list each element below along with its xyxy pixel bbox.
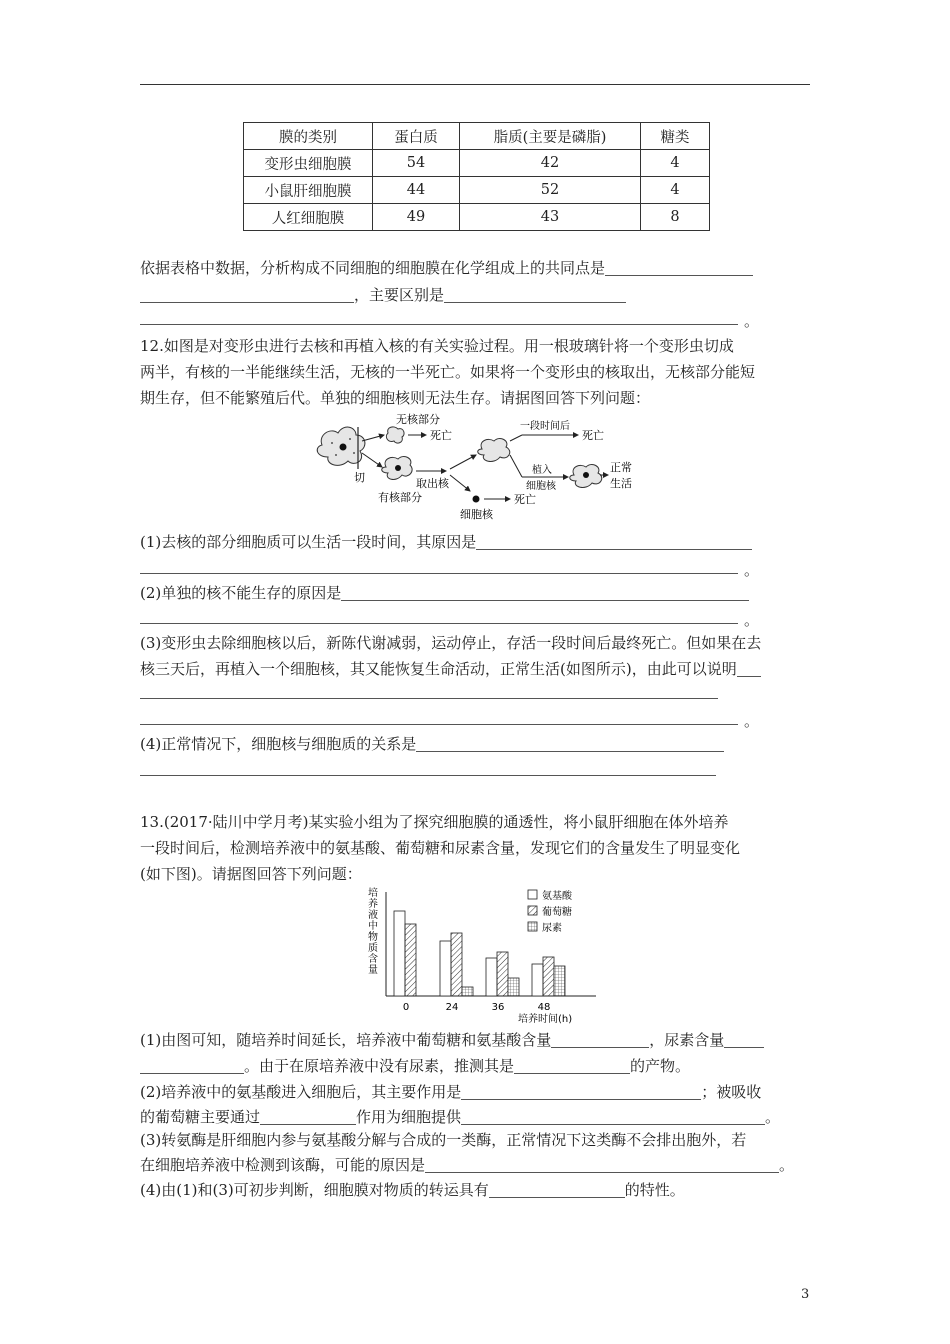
chart-legend — [528, 889, 573, 934]
answer-blank[interactable] — [140, 573, 738, 574]
label-life: 生活 — [610, 477, 632, 490]
q13-p3a: (3)转氨酶是肝细胞内参与氨基酸分解与合成的一类酶，正常情况下这类酶不会排出胞外，若 — [140, 1131, 747, 1149]
q13-p3-line2 — [140, 1155, 794, 1175]
table-row — [244, 204, 710, 231]
answer-blank[interactable] — [140, 324, 738, 325]
table-cell: 42 — [460, 150, 641, 177]
q12-p1 — [140, 532, 752, 552]
amoeba-experiment-diagram — [310, 405, 650, 525]
bar-氨基酸-48h — [532, 964, 543, 996]
period: 。 — [779, 1156, 795, 1174]
amoeba-enucleated — [478, 439, 510, 462]
legend-swatch — [528, 906, 537, 915]
q12-p4 — [140, 734, 724, 754]
legend-swatch — [528, 890, 537, 899]
q13-p4-text: 的特性。 — [624, 1181, 685, 1199]
q12-p2 — [140, 583, 749, 603]
table-cell: 54 — [373, 150, 460, 177]
q13-p1-text: (1)由图可知，随培养时间延长，培养液中葡萄糖和氨基酸含量 — [140, 1031, 552, 1049]
nucleus-icon — [473, 496, 480, 503]
answer-blank[interactable] — [140, 623, 738, 624]
table-cell: 小鼠肝细胞膜 — [244, 177, 373, 204]
table-cell: 52 — [460, 177, 641, 204]
answer-blank[interactable] — [551, 1031, 649, 1048]
table-cell: 4 — [641, 177, 710, 204]
bar-氨基酸-0h — [394, 911, 405, 996]
y-axis-label-text: 培养液中物质含量 — [368, 888, 378, 976]
label-implant: 植入 — [532, 465, 552, 476]
x-tick-label: 48 — [537, 1002, 551, 1013]
legend-swatch — [528, 922, 537, 931]
answer-blank[interactable] — [489, 1181, 625, 1198]
label-after-time: 一段时间后 — [520, 421, 570, 432]
q11-text: ，主要区别是 — [354, 286, 445, 304]
q13-p2-text: (2)培养液中的氨基酸进入细胞后，其主要作用是 — [140, 1083, 462, 1101]
q13-intro-1: 13.(2017·陆川中学月考)某实验小组为了探究细胞膜的通透性，将小鼠肝细胞在体外培养 — [140, 813, 729, 831]
q12-intro-1: 12.如图是对变形虫进行去核和再植入核的有关实验过程。用一根玻璃针将一个变形虫切成 — [140, 337, 734, 355]
period: 。 — [744, 611, 760, 629]
q13-p1-text: 的产物。 — [630, 1057, 691, 1075]
q13-intro-3: (如下图)。请据图回答下列问题： — [140, 865, 362, 883]
answer-blank[interactable] — [341, 584, 749, 601]
answer-blank[interactable] — [737, 660, 761, 677]
table-cell: 变形虫细胞膜 — [244, 150, 373, 177]
answer-blank[interactable] — [461, 1108, 765, 1125]
answer-blank[interactable] — [140, 775, 716, 776]
q13-p2-line2 — [140, 1107, 780, 1127]
answer-blank[interactable] — [476, 533, 752, 550]
q13-p1-line1 — [140, 1030, 764, 1050]
y-axis-label — [368, 886, 378, 976]
answer-blank[interactable] — [140, 698, 718, 699]
answer-blank[interactable] — [260, 1108, 356, 1125]
q11-text: 依据表格中数据，分析构成不同细胞的细胞膜在化学组成上的共同点是 — [140, 259, 606, 277]
table-header: 糖类 — [641, 123, 710, 150]
q12-p4-text: (4)正常情况下，细胞核与细胞质的关系是 — [140, 735, 417, 753]
answer-blank[interactable] — [605, 259, 753, 276]
q12-p3a: (3)变形虫去除细胞核以后，新陈代谢减弱，运动停止，存活一段时间后最终死亡。但如果在去 — [140, 634, 762, 652]
table-header-row — [244, 123, 710, 150]
table-row — [244, 177, 710, 204]
bar-葡萄糖-0h — [405, 924, 416, 996]
label-death: 死亡 — [430, 429, 452, 442]
table-cell: 4 — [641, 150, 710, 177]
table-row — [244, 150, 710, 177]
period: 。 — [765, 1108, 781, 1126]
legend-label: 尿素 — [542, 923, 562, 934]
table-cell: 43 — [460, 204, 641, 231]
q12-intro-3: 期生存，但不能繁殖后代。单独的细胞核则无法生存。请据图回答下列问题： — [140, 389, 651, 407]
period: 。 — [744, 561, 760, 579]
bar-尿素-48h — [554, 966, 565, 996]
label-no-nucleus: 无核部分 — [396, 413, 440, 426]
q13-p3-text: 在细胞培养液中检测到该酶，可能的原因是 — [140, 1156, 426, 1174]
label-remove-nucleus: 取出核 — [416, 477, 449, 490]
answer-blank[interactable] — [724, 1031, 764, 1048]
q13-p1-text: 。由于在原培养液中没有尿素，推测其是 — [244, 1057, 515, 1075]
q13-p2-text: ；被吸收 — [701, 1083, 762, 1101]
q12-p1-text: (1)去核的部分细胞质可以生活一段时间，其原因是 — [140, 533, 477, 551]
bar-氨基酸-36h — [486, 958, 497, 996]
q11-line2 — [140, 285, 626, 305]
q12-p2-text: (2)单独的核不能生存的原因是 — [140, 584, 342, 602]
bar-尿素-24h — [462, 987, 473, 996]
q13-p2-text: 的葡萄糖主要通过 — [140, 1108, 261, 1126]
bar-葡萄糖-24h — [451, 933, 462, 996]
label-cut: 切 — [354, 471, 365, 484]
q13-p2-text: 作用为细胞提供 — [356, 1108, 462, 1126]
answer-blank[interactable] — [461, 1083, 701, 1100]
q12-p3b — [140, 659, 761, 679]
label-nucleus: 细胞核 — [460, 508, 493, 521]
q13-p1-text: ，尿素含量 — [649, 1031, 725, 1049]
page-number: 3 — [801, 1287, 810, 1302]
q12-p3b-text: 核三天后，再植入一个细胞核，其又能恢复生命活动，正常生活(如图所示)，由此可以说明 — [140, 660, 737, 678]
bar-尿素-36h — [508, 978, 519, 996]
answer-blank[interactable] — [425, 1156, 779, 1173]
label-death: 死亡 — [582, 429, 604, 442]
q13-p4-text: (4)由(1)和(3)可初步判断，细胞膜对物质的转运具有 — [140, 1181, 489, 1199]
period: 。 — [744, 712, 760, 730]
label-death: 死亡 — [514, 493, 536, 506]
x-tick-label: 0 — [402, 1002, 410, 1013]
bar-葡萄糖-48h — [543, 957, 554, 996]
q13-p1-line2 — [140, 1056, 690, 1076]
bar-氨基酸-24h — [440, 941, 451, 996]
legend-label: 氨基酸 — [542, 891, 572, 902]
table-header: 脂质(主要是磷脂) — [460, 123, 641, 150]
q13-p4 — [140, 1180, 685, 1200]
answer-blank[interactable] — [416, 735, 724, 752]
header-rule — [140, 84, 810, 85]
table-cell: 8 — [641, 204, 710, 231]
label-implant-nucleus: 细胞核 — [526, 481, 556, 492]
table-cell: 44 — [373, 177, 460, 204]
table-header: 膜的类别 — [244, 123, 373, 150]
q12-intro-2: 两半，有核的一半能继续生活，无核的一半死亡。如果将一个变形虫的核取出，无核部分能短 — [140, 363, 756, 381]
membrane-composition-table — [243, 122, 710, 231]
label-normal: 正常 — [610, 461, 632, 474]
label-with-nucleus: 有核部分 — [378, 491, 422, 504]
legend-label: 葡萄糖 — [542, 907, 572, 918]
answer-blank[interactable] — [140, 1057, 244, 1074]
table-cell: 49 — [373, 204, 460, 231]
table-cell: 人红细胞膜 — [244, 204, 373, 231]
x-axis-label: 培养时间(h) — [518, 1014, 573, 1024]
answer-blank[interactable] — [140, 286, 354, 303]
q13-intro-2: 一段时间后，检测培养液中的氨基酸、葡萄糖和尿素含量，发现它们的含量发生了明显变化 — [140, 839, 741, 857]
culture-chart — [360, 884, 620, 1024]
q13-p2-line1 — [140, 1082, 761, 1102]
amoeba-no-nucleus — [386, 427, 404, 443]
x-tick-label: 24 — [445, 1002, 459, 1013]
answer-blank[interactable] — [514, 1057, 630, 1074]
answer-blank[interactable] — [140, 724, 738, 725]
bar-葡萄糖-36h — [497, 952, 508, 996]
x-tick-label: 36 — [491, 1002, 505, 1013]
q11-line1 — [140, 258, 753, 278]
period: 。 — [744, 312, 760, 330]
table-header: 蛋白质 — [373, 123, 460, 150]
answer-blank[interactable] — [444, 286, 626, 303]
